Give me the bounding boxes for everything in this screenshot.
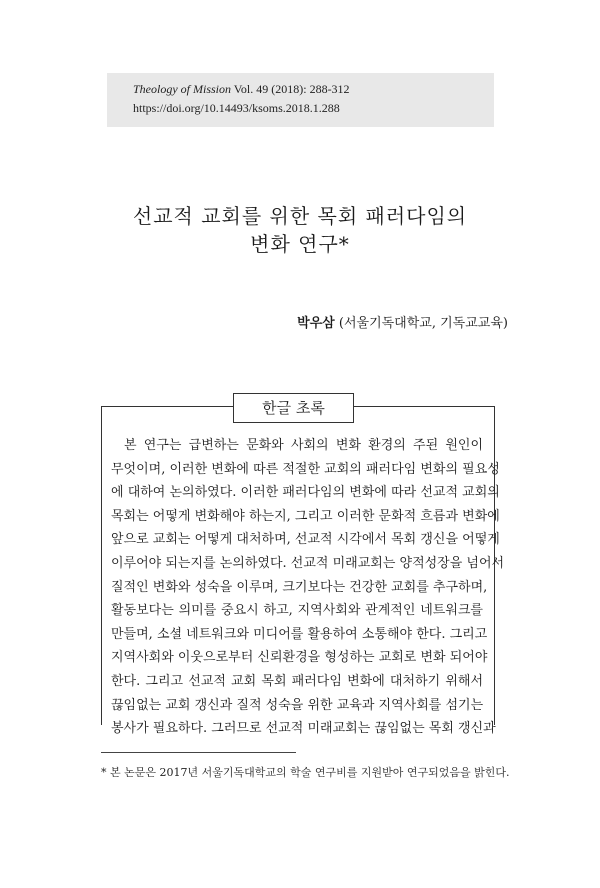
journal-citation [133,82,350,97]
abstract-line: 앞으로 교회는 어떻게 대처하며, 선교적 시각에서 목회 갱신을 어떻게 [111,532,500,548]
abstract-line: 만들며, 소셜 네트워크와 미디어를 활용하여 소통해야 한다. 그리고 [111,626,488,642]
abstract-line: 질적인 변화와 성숙을 이루며, 크기보다는 건강한 교회를 추구하며, [111,579,488,595]
abstract-line: 목회는 어떻게 변화해야 하는지, 그리고 이러한 문화적 흐름과 변화에 [111,508,500,524]
abstract-line: 끊임없는 교회 갱신과 질적 성숙을 위한 교육과 지역사회를 섬기는 [111,697,484,713]
author-line [297,312,508,331]
abstract-line: 한다. 그리고 선교적 교회 목회 패러다임 변화에 대처하기 위해서 [111,673,483,689]
abstract-line: 지역사회와 이웃으로부터 신뢰환경을 형성하는 교회로 변화 되어야 [111,650,488,666]
abstract-line: 무엇이며, 이러한 변화에 따른 적절한 교회의 패러다임 변화의 필요성 [111,461,500,477]
paper-title-line-2: 변화 연구* [250,232,350,256]
author-name: 박우삼 [297,316,335,331]
abstract-line: 이루어야 되는지를 논의하였다. 선교적 미래교회는 양적성장을 넘어서 [111,555,505,571]
abstract-line: 활동보다는 의미를 중요시 하고, 지역사회와 관계적인 네트워크를 [111,603,483,619]
footnote-divider [101,752,296,753]
author-affiliation: (서울기독대학교, 기독교교육) [334,316,508,331]
abstract-line: 봉사가 필요하다. 그러므로 선교적 미래교회는 끊임없는 목회 갱신과 [111,721,496,737]
abstract-heading: 한글 초록 [233,393,354,423]
volume-pages: Vol. 49 (2018): 288-312 [231,82,350,96]
abstract-body [111,434,505,741]
doi-link[interactable]: https://doi.org/10.14493/ksoms.2018.1.288 [133,101,340,115]
abstract-line: 에 대하여 논의하였다. 이러한 패러다임의 변화에 따라 선교적 교회의 [111,485,500,501]
footnote: * 본 논문은 2017년 서울기독대학교의 학술 연구비를 지원받아 연구되었음을 밝힌다. [101,766,510,779]
journal-header [107,73,494,127]
paper-title-line-1: 선교적 교회를 위한 목회 패러다임의 [132,204,468,228]
abstract-line: 본 연구는 급변하는 문화와 사회의 변화 환경의 주된 원인이 [124,438,483,453]
journal-name: Theology of Mission [133,82,231,96]
